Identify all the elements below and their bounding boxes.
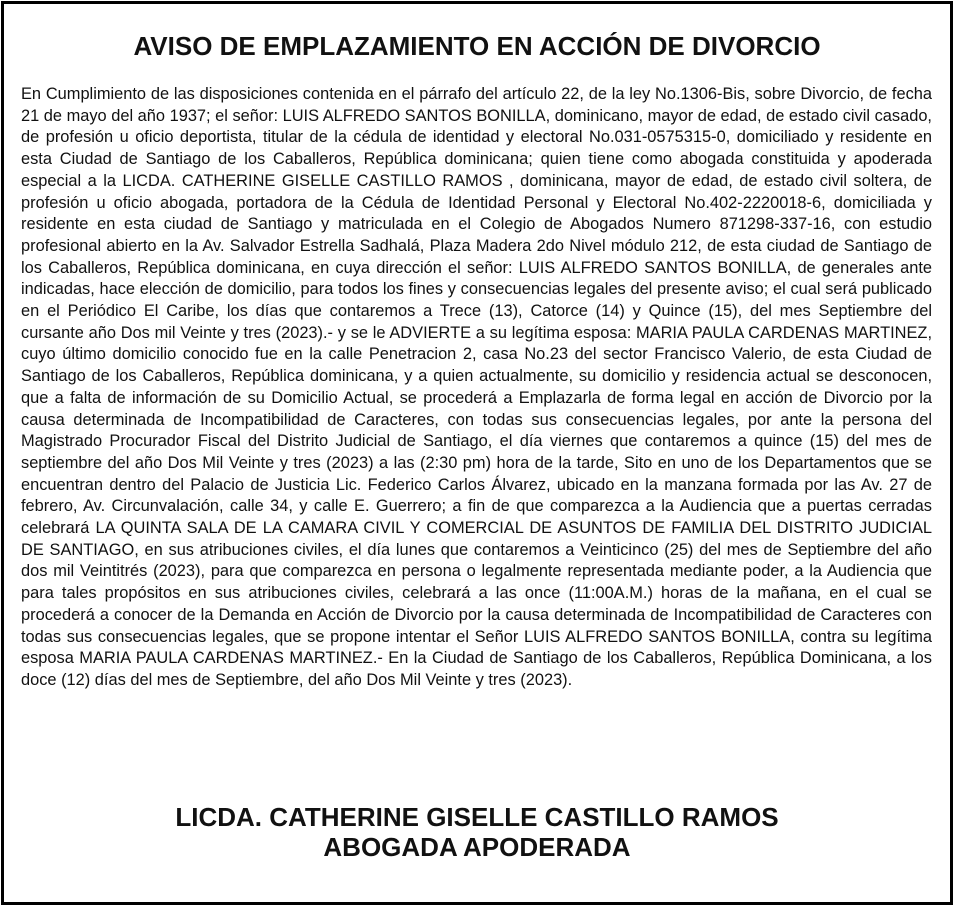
signature-block [4,802,950,862]
signature-role: ABOGADA APODERADA [323,832,631,862]
signature-name: LICDA. CATHERINE GISELLE CASTILLO RAMOS [175,802,779,832]
notice-title: AVISO DE EMPLAZAMIENTO EN ACCIÓN DE DIVORCIO [133,31,821,61]
notice-body: En Cumplimiento de las disposiciones contenida en el párrafo del artículo 22, de la ley No.1306-Bis, sobre Divorcio, de fecha 21 de mayo del año 1937; el señor: LUIS ALFREDO SANTOS BONILLA, dominicano, mayor de edad, de estado civil casado, de profesión u oficio deportista, titular de la cédula de identidad y electoral No.031-0575315-0, domiciliado y residente en esta Ciudad de Santiago de los Caballeros, República dominicana; quien tiene como abogada constituida y apoderada especial a la LICDA. CATHERINE GISELLE CASTILLO RAMOS , dominicana, mayor de edad, de estado civil soltera, de profesión u oficio abogada, portadora de la Cédula de Identidad Personal y Electoral No.402-2220018-6, domiciliada y residente en esta ciudad de Santiago y matriculada en el Colegio de Abogados Numero 871298-337-16, con estudio profesional abierto en la Av. Salvador Estrella Sadhalá, Plaza Madera 2do Nivel módulo 212, de esta ciudad de Santiago de los Caballeros, República dominicana, en cuya dirección el señor: LUIS ALFREDO SANTOS BONILLA, de generales ante indicadas, hace elección de domicilio, para todos los fines y consecuencias legales del presente aviso; el cual será publicado en el Periódico El Caribe, los días que contaremos a Trece (13), Catorce (14) y Quince (15), del mes Septiembre del cursante año Dos mil Veinte y tres (2023).- y se le ADVIERTE a su legítima esposa: MARIA PAULA CARDENAS MARTINEZ, cuyo último domicilio conocido fue en la calle Penetracion 2, casa No.23 del sector Francisco Valerio, de esta Ciudad de Santiago de los Caballeros, República dominicana, y a quien actualmente, su domicilio y residencia actual se desconocen, que a falta de información de su Domicilio Actual, se procederá a Emplazarla de forma legal en acción de Divorcio por la causa determinada de Incompatibilidad de Caracteres, con todas sus consecuencias legales, por ante la persona del Magistrado Procurador Fiscal del Distrito Judicial de Santiago, el día viernes que contaremos a quince (15) del mes de septiembre del año Dos Mil Veinte y tres (2023) a las (2:30 pm) hora de la tarde, Sito en uno de los Departamentos que se encuentran dentro del Palacio de Justicia Lic. Federico Carlos Álvarez, ubicado en la manzana formada por las Av. 27 de febrero, Av. Circunvalación, calle 34, y calle E. Guerrero; a fin de que comparezca a la Audiencia que a puertas cerradas celebrará LA QUINTA SALA DE LA CAMARA CIVIL Y COMERCIAL DE ASUNTOS DE FAMILIA DEL DISTRITO JUDICIAL DE SANTIAGO, en sus atribuciones civiles, el día lunes que contaremos a Veinticinco (25) del mes de Septiembre del año dos mil Veintitrés (2023), para que comparezca en persona o legalmente representada mediante poder, a la Audiencia que para tales propósitos en sus atribuciones civiles, celebrará a las once (11:00A.M.) horas de la mañana, en el cual se procederá a conocer de la Demanda en Acción de Divorcio por la causa determinada de Incompatibilidad de Caracteres con todas sus consecuencias legales, que se propone intentar el Señor LUIS ALFREDO SANTOS BONILLA, contra su legítima esposa MARIA PAULA CARDENAS MARTINEZ.- En la Ciudad de Santiago de los Caballeros, República Dominicana, a los doce (12) días del mes de Septiembre, del año Dos Mil Veinte y tres (2023). [21,85,932,689]
notice-border-frame [1,1,953,905]
